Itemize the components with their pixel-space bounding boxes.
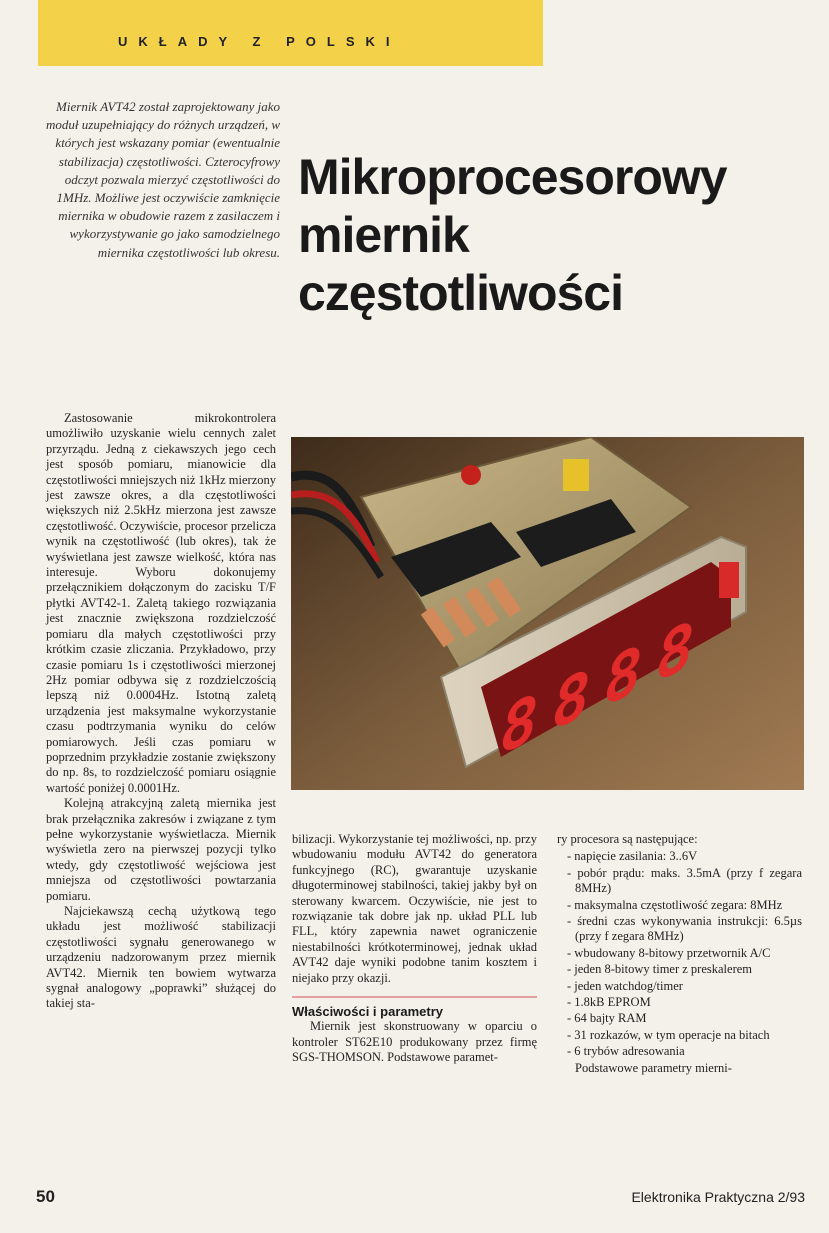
spec-item: - jeden watchdog/timer: [567, 978, 683, 993]
col2-paragraph-1: bilizacji. Wykorzystanie tej możliwości, np. przy wbudowaniu modułu AVT42 do generatora funkcyjnego (RC), gwarantuje uzyskanie długoterminowej stabilności, takiej jakby był on sterowany kwarcem. Oczywiście, nie jest to rozwiązanie tak dobre jak np. układ PLL lub FLL, który zapewnia nawet ograniczenie niestabilności krótkoterminowej, jednak układ AVT42 daje wyniki podobne tanim kosztem i niejako przy okazji.: [292, 832, 537, 985]
col1-paragraph-3: Najciekawszą cechą użytkową tego układu jest możliwość stabilizacji częstotliwości sygnału generowanego w urządzeniu nadzorowanym przez miernik AVT42. Miernik ten bowiem wytwarza sygnał analogowy „poprawki” służącej do takiej sta-: [46, 904, 276, 1011]
spec-item: - napięcie zasilania: 3..6V: [567, 849, 698, 864]
col1-paragraph-2: Kolejną atrakcyjną zaletą miernika jest brak przełącznika zakresów i związane z tym pełne wykorzystanie wyświetlacza. Miernik wyświetla zero na pierwszej pozycji tylko wtedy, gdy częstotliwość wejściowa jest mniejsza od częstotliwości powtarzania pomiaru.: [46, 796, 276, 903]
title-line-2: miernik: [298, 207, 469, 263]
spec-item: - jeden 8-bitowy timer z preskalerem: [567, 962, 752, 977]
display-digit-3: 8: [605, 631, 643, 721]
section-header-band: [38, 0, 543, 66]
spec-item: - 31 rozkazów, w tym operacje na bitach: [567, 1027, 770, 1042]
spec-item: - średni czas wykonywania instrukcji: 6.5µs (przy f zegara 8MHz): [567, 914, 802, 944]
col3-outro: Podstawowe parametry mierni-: [575, 1060, 732, 1075]
title-line-3: częstotliwości: [298, 265, 623, 321]
spec-item: - pobór prądu: maks. 3.5mA (przy f zegara 8MHz): [567, 865, 802, 896]
spec-item: - maksymalna częstotliwość zegara: 8MHz: [567, 897, 783, 912]
column-2: [292, 832, 537, 1066]
display-digit-2: 8: [553, 655, 591, 746]
spec-item: - 1.8kB EPROM: [567, 995, 651, 1010]
display-digit-1: 8: [501, 679, 539, 770]
col3-intro: ry procesora są następujące:: [557, 832, 698, 846]
section-heading: Właściwości i parametry: [292, 996, 537, 1019]
device-photo: [291, 437, 804, 790]
spec-item: - wbudowany 8-bitowy przetwornik A/C: [567, 945, 771, 960]
title-line-1: Mikroprocesorowy: [298, 149, 727, 205]
spec-item: - 6 trybów adresowania: [567, 1044, 685, 1059]
display-digit-4: 8: [657, 606, 695, 697]
col1-paragraph-1: Zastosowanie mikrokontrolera umożliwiło uzyskanie wielu cennych zalet przyrządu. Jedną z ciekawszych jego cech jest sposób pomiaru, mianowicie dla częstotliwości mniejszych niż 1kHz mierzony jest zawsze okres, a dla częstotliwości większych niż 2.5kHz mierzona jest zawsze częstotliwość. Oczywiście, procesor przelicza wynik na częstotliwość (lub okres), tak że wyświetlana jest zawsze wielkość, która nas interesuje. Wyboru dokonujemy przełącznikiem dołączonym do zacisku T/F płytki AVT42-1. Zaletą takiego rozwiązania jest znacznie zwiększona rozdzielczość pomiaru dla małych częstotliwości przy krótkim czasie zliczania. Przykładowo, przy czasie pomiaru 1s i częstotliwości mierzonej 2Hz pomiar odbywa się z rozdzielczością lepszą niż 0.0004Hz. Istotną zaletą urządzenia jest maksymalne wykorzystanie czasu podtrzymania wyniku do celów pomiarowych. Jeśli czas pomiaru w poprzednim przykładzie zostanie zwiększony do np. 8s, to rozdzielczość pomiaru osiągnie wartość poniżej 0.0001Hz.: [46, 411, 276, 795]
column-3: [557, 832, 802, 1076]
lead-paragraph: Miernik AVT42 został zaprojektowany jako moduł uzupełniający do różnych urządzeń, w których jest wskazany pomiar (ewentualnie stabilizacja) częstotliwości. Czterocyfrowy odczyt pozwala mierzyć częstotliwości do 1MHz. Możliwe jest oczywiście zamknięcie miernika w obudowie razem z zasilaczem i wykorzystywanie go jako samodzielnego miernika częstotliwości lub okresu.: [46, 99, 280, 260]
spec-list: [557, 849, 802, 1059]
article-title: [298, 148, 818, 322]
spec-item: - 64 bajty RAM: [567, 1011, 647, 1026]
column-1: [46, 411, 276, 1012]
col2-paragraph-2: Miernik jest skonstruowany w oparciu o kontroler ST62E10 produkowany przez firmę SGS-THOMSON. Podstawowe paramet-: [292, 1019, 537, 1065]
publication-footer: Elektronika Praktyczna 2/93: [631, 1189, 805, 1205]
section-header-text: UKŁADY Z POLSKI: [118, 34, 401, 49]
device-photo-illustration: [291, 437, 804, 790]
page-number: 50: [36, 1187, 55, 1206]
